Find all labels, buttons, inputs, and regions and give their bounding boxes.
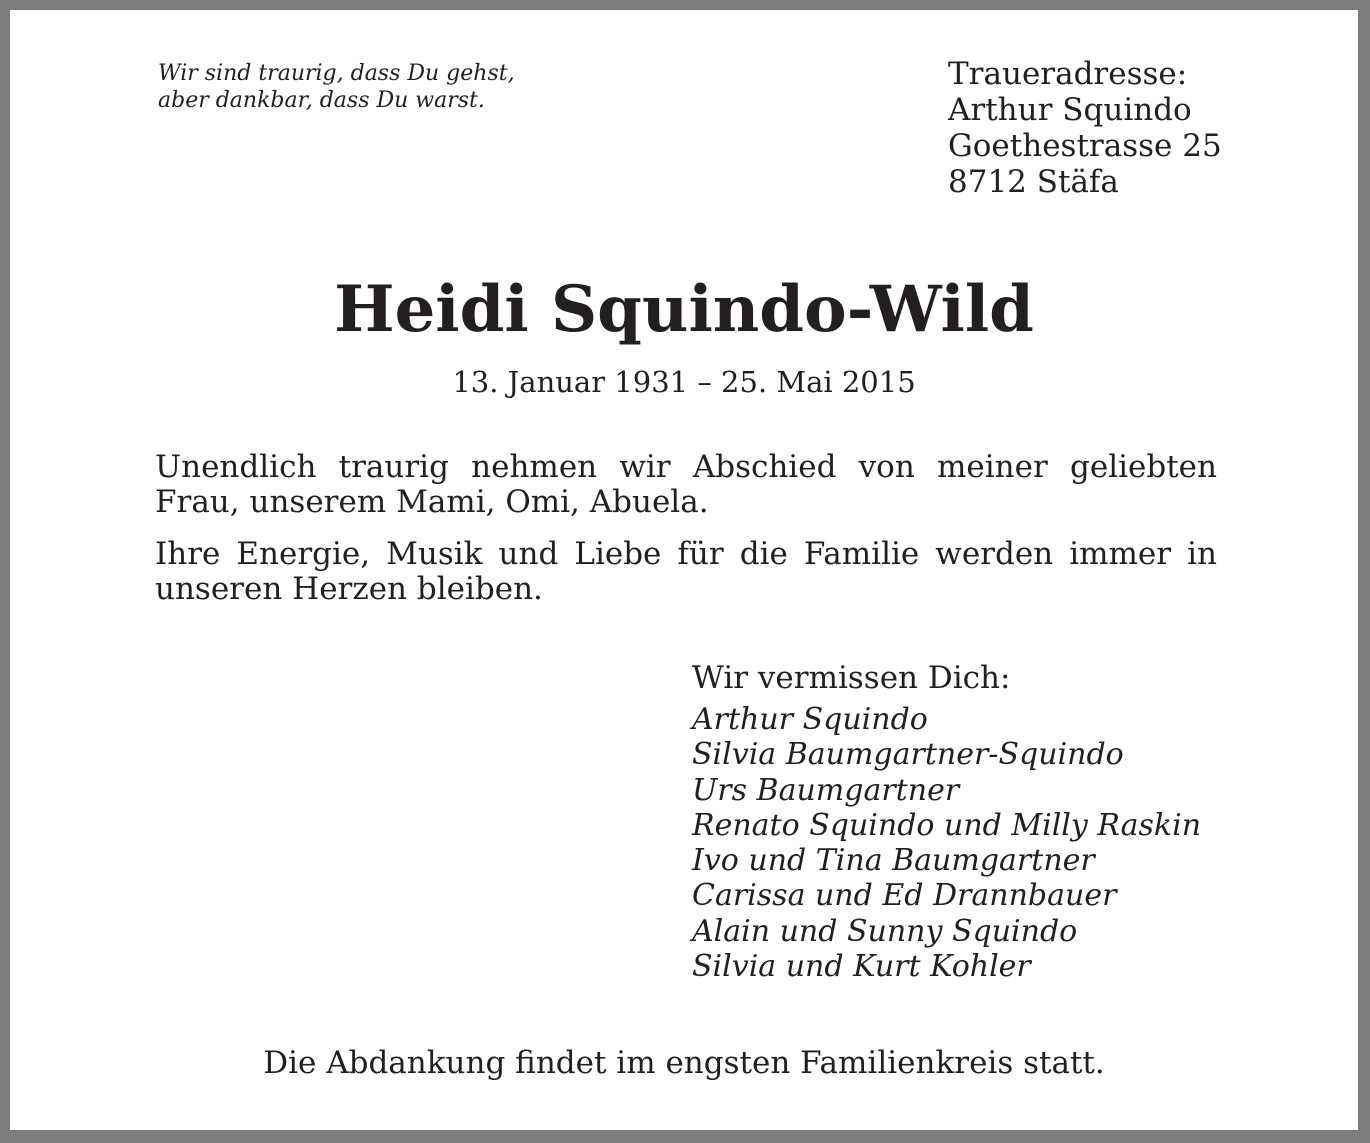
family-signatures	[692, 660, 1201, 984]
address-name: Arthur Squindo	[948, 92, 1192, 128]
mourning-address	[948, 56, 1222, 200]
family-heading: Wir vermissen Dich:	[692, 660, 1011, 696]
motto	[158, 60, 515, 114]
farewell-paragraph: Unendlich traurig nehmen wir Abschied von meiner geliebten Frau, unserem Mami, Omi, Abuela.	[155, 449, 1217, 520]
life-dates: 13. Januar 1931 – 25. Mai 2015	[452, 365, 916, 399]
family-member: Renato Squindo und Milly Raskin	[692, 807, 1202, 843]
family-member: Silvia Baumgartner-Squindo	[692, 737, 1124, 773]
obituary-notice	[10, 10, 1358, 1130]
address-street: Goethestrasse 25	[948, 128, 1222, 164]
family-member: Alain und Sunny Squindo	[692, 913, 1078, 949]
family-member: Ivo und Tina Baumgartner	[692, 843, 1095, 879]
address-heading: Traueradresse:	[948, 56, 1188, 92]
deceased-name: Heidi Squindo-Wild	[334, 272, 1034, 347]
memory-paragraph: Ihre Energie, Musik und Liebe für die Familie werden immer in unseren Herzen bleiben.	[155, 536, 1217, 607]
motto-line: Wir sind traurig, dass Du gehst,	[158, 61, 515, 86]
family-member: Carissa und Ed Drannbauer	[692, 878, 1117, 914]
family-names-list	[692, 702, 1201, 984]
address-city: 8712 Stäfa	[948, 164, 1119, 200]
family-member: Silvia und Kurt Kohler	[692, 949, 1031, 985]
motto-line: aber dankbar, dass Du warst.	[158, 88, 485, 113]
family-member: Arthur Squindo	[692, 702, 928, 737]
funeral-note: Die Abdankung findet im engsten Familienkreis statt.	[263, 1045, 1105, 1081]
family-member: Urs Baumgartner	[692, 772, 960, 808]
